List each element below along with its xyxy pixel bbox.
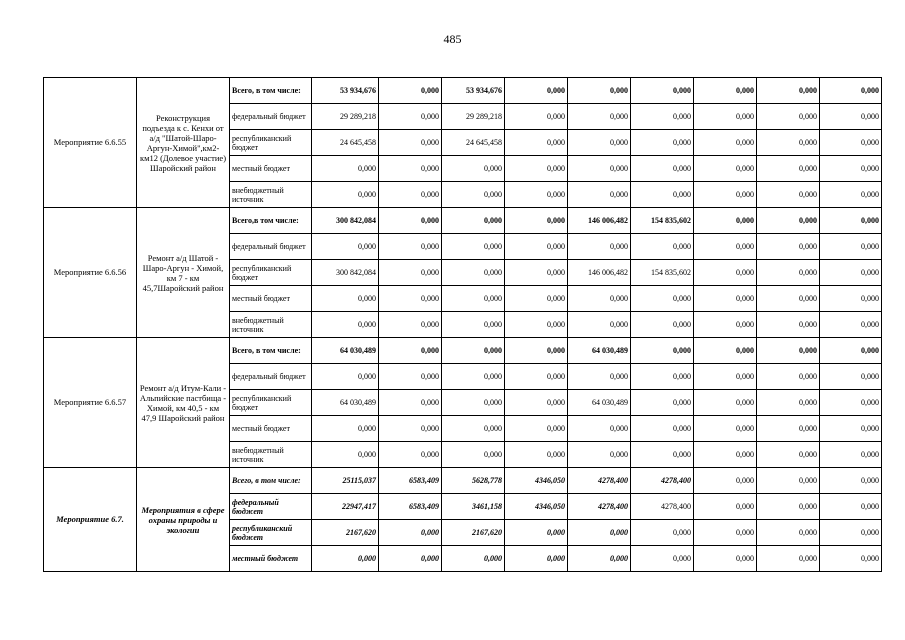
value-cell: 0,000	[820, 182, 882, 208]
funding-source-cell: местный бюджет	[230, 156, 312, 182]
value-cell: 0,000	[820, 546, 882, 572]
value-cell: 0,000	[379, 286, 442, 312]
value-cell: 0,000	[757, 338, 820, 364]
funding-source-cell: республиканский бюджет	[230, 520, 312, 546]
value-cell: 0,000	[631, 442, 694, 468]
measure-cell: Мероприятие 6.7.	[44, 468, 137, 572]
value-cell: 0,000	[442, 260, 505, 286]
funding-source-cell: федеральный бюджет	[230, 104, 312, 130]
measure-cell: Мероприятие 6.6.57	[44, 338, 137, 468]
value-cell: 300 842,084	[312, 208, 379, 234]
value-cell: 0,000	[757, 494, 820, 520]
value-cell: 0,000	[568, 104, 631, 130]
value-cell: 0,000	[694, 390, 757, 416]
value-cell: 0,000	[694, 104, 757, 130]
value-cell: 0,000	[757, 520, 820, 546]
value-cell: 0,000	[379, 260, 442, 286]
value-cell: 0,000	[820, 416, 882, 442]
value-cell: 6583,409	[379, 494, 442, 520]
value-cell: 0,000	[631, 416, 694, 442]
value-cell: 0,000	[505, 208, 568, 234]
value-cell: 0,000	[757, 130, 820, 156]
value-cell: 0,000	[379, 364, 442, 390]
value-cell: 0,000	[442, 364, 505, 390]
value-cell: 24 645,458	[312, 130, 379, 156]
value-cell: 0,000	[379, 390, 442, 416]
value-cell: 0,000	[820, 78, 882, 104]
value-cell: 24 645,458	[442, 130, 505, 156]
value-cell: 0,000	[505, 416, 568, 442]
value-cell: 0,000	[694, 364, 757, 390]
value-cell: 0,000	[312, 364, 379, 390]
value-cell: 0,000	[694, 442, 757, 468]
value-cell: 64 030,489	[568, 390, 631, 416]
funding-source-cell: Всего, в том числе:	[230, 78, 312, 104]
value-cell: 0,000	[505, 78, 568, 104]
value-cell: 0,000	[820, 468, 882, 494]
value-cell: 0,000	[312, 312, 379, 338]
value-cell: 0,000	[505, 130, 568, 156]
value-cell: 0,000	[694, 546, 757, 572]
value-cell: 0,000	[631, 234, 694, 260]
description-cell: Мероприятия в сфере охраны природы и экологии	[137, 468, 230, 572]
value-cell: 0,000	[631, 364, 694, 390]
value-cell: 4278,400	[631, 468, 694, 494]
table-row	[44, 468, 882, 494]
value-cell: 0,000	[631, 130, 694, 156]
value-cell: 0,000	[312, 442, 379, 468]
value-cell: 0,000	[694, 208, 757, 234]
value-cell: 0,000	[757, 182, 820, 208]
value-cell: 64 030,489	[312, 390, 379, 416]
value-cell: 0,000	[820, 338, 882, 364]
value-cell: 0,000	[820, 208, 882, 234]
value-cell: 0,000	[442, 208, 505, 234]
value-cell: 0,000	[631, 182, 694, 208]
value-cell: 0,000	[757, 416, 820, 442]
value-cell: 0,000	[757, 208, 820, 234]
funding-source-cell: местный бюджет	[230, 416, 312, 442]
value-cell: 0,000	[312, 182, 379, 208]
value-cell: 0,000	[505, 390, 568, 416]
value-cell: 0,000	[379, 520, 442, 546]
value-cell: 0,000	[631, 286, 694, 312]
value-cell: 0,000	[631, 390, 694, 416]
value-cell: 0,000	[312, 416, 379, 442]
value-cell: 0,000	[820, 260, 882, 286]
value-cell: 0,000	[694, 312, 757, 338]
value-cell: 53 934,676	[442, 78, 505, 104]
value-cell: 146 006,482	[568, 260, 631, 286]
page-number: 485	[443, 32, 462, 46]
value-cell: 0,000	[694, 130, 757, 156]
value-cell: 0,000	[505, 312, 568, 338]
value-cell: 0,000	[757, 104, 820, 130]
description-cell: Ремонт а/д Итум-Кали - Альпийские пастбища - Химой, км 40,5 - км 47,9 Шаройский район	[137, 338, 230, 468]
value-cell: 0,000	[757, 260, 820, 286]
value-cell: 0,000	[312, 546, 379, 572]
funding-source-cell: республиканский бюджет	[230, 130, 312, 156]
value-cell: 0,000	[379, 78, 442, 104]
value-cell: 0,000	[442, 390, 505, 416]
value-cell: 4278,400	[631, 494, 694, 520]
value-cell: 0,000	[505, 520, 568, 546]
value-cell: 0,000	[312, 234, 379, 260]
value-cell: 0,000	[820, 494, 882, 520]
value-cell: 0,000	[694, 468, 757, 494]
value-cell: 0,000	[757, 312, 820, 338]
value-cell: 0,000	[820, 156, 882, 182]
value-cell: 0,000	[631, 546, 694, 572]
value-cell: 0,000	[694, 182, 757, 208]
funding-source-cell: республиканский бюджет	[230, 260, 312, 286]
value-cell: 0,000	[568, 520, 631, 546]
value-cell: 0,000	[820, 130, 882, 156]
value-cell: 0,000	[568, 546, 631, 572]
value-cell: 0,000	[379, 208, 442, 234]
funding-source-cell: местный бюджет	[230, 286, 312, 312]
value-cell: 22947,417	[312, 494, 379, 520]
value-cell: 0,000	[442, 156, 505, 182]
funding-source-cell: федеральный бюджет	[230, 494, 312, 520]
value-cell: 0,000	[631, 520, 694, 546]
funding-source-cell: федеральный бюджет	[230, 234, 312, 260]
value-cell: 154 835,602	[631, 208, 694, 234]
value-cell: 0,000	[820, 312, 882, 338]
value-cell: 0,000	[442, 312, 505, 338]
table-row	[44, 78, 882, 104]
value-cell: 0,000	[694, 234, 757, 260]
value-cell: 300 842,084	[312, 260, 379, 286]
funding-source-cell: Всего,в том числе:	[230, 208, 312, 234]
value-cell: 0,000	[505, 338, 568, 364]
value-cell: 0,000	[379, 416, 442, 442]
value-cell: 0,000	[379, 442, 442, 468]
value-cell: 0,000	[379, 546, 442, 572]
value-cell: 0,000	[505, 546, 568, 572]
value-cell: 0,000	[312, 286, 379, 312]
value-cell: 0,000	[694, 156, 757, 182]
value-cell: 0,000	[694, 78, 757, 104]
value-cell: 0,000	[820, 234, 882, 260]
value-cell: 0,000	[379, 182, 442, 208]
value-cell: 0,000	[379, 338, 442, 364]
value-cell: 0,000	[757, 156, 820, 182]
value-cell: 2167,620	[312, 520, 379, 546]
funding-source-cell: Всего, в том числе:	[230, 338, 312, 364]
value-cell: 0,000	[505, 364, 568, 390]
value-cell: 0,000	[568, 130, 631, 156]
value-cell: 0,000	[379, 104, 442, 130]
value-cell: 0,000	[379, 312, 442, 338]
value-cell: 0,000	[505, 442, 568, 468]
value-cell: 0,000	[694, 520, 757, 546]
value-cell: 0,000	[694, 338, 757, 364]
value-cell: 6583,409	[379, 468, 442, 494]
funding-source-cell: Всего, в том числе:	[230, 468, 312, 494]
description-cell: Ремонт а/д Шатой - Шаро-Аргун - Химой, км 7 - км 45,7Шаройский район	[137, 208, 230, 338]
funding-source-cell: республиканский бюджет	[230, 390, 312, 416]
value-cell: 0,000	[505, 234, 568, 260]
funding-source-cell: федеральный бюджет	[230, 364, 312, 390]
value-cell: 4346,050	[505, 494, 568, 520]
value-cell: 146 006,482	[568, 208, 631, 234]
value-cell: 64 030,489	[312, 338, 379, 364]
value-cell: 0,000	[568, 442, 631, 468]
value-cell: 0,000	[694, 286, 757, 312]
value-cell: 4278,400	[568, 494, 631, 520]
value-cell: 29 289,218	[442, 104, 505, 130]
value-cell: 0,000	[568, 78, 631, 104]
value-cell: 3461,158	[442, 494, 505, 520]
value-cell: 0,000	[568, 312, 631, 338]
table-row	[44, 208, 882, 234]
value-cell: 0,000	[757, 286, 820, 312]
measure-cell: Мероприятие 6.6.55	[44, 78, 137, 208]
value-cell: 29 289,218	[312, 104, 379, 130]
value-cell: 0,000	[312, 156, 379, 182]
value-cell: 0,000	[757, 78, 820, 104]
value-cell: 0,000	[631, 78, 694, 104]
value-cell: 0,000	[379, 130, 442, 156]
value-cell: 0,000	[568, 416, 631, 442]
value-cell: 0,000	[631, 312, 694, 338]
value-cell: 0,000	[505, 156, 568, 182]
value-cell: 0,000	[505, 104, 568, 130]
value-cell: 0,000	[442, 286, 505, 312]
value-cell: 0,000	[442, 546, 505, 572]
value-cell: 0,000	[442, 234, 505, 260]
measure-cell: Мероприятие 6.6.56	[44, 208, 137, 338]
value-cell: 0,000	[694, 416, 757, 442]
description-cell: Реконструкция подъезда к с. Кенхи от а/д "Шатой-Шаро-Аргун-Химой",км2-км12 (Долевое участие) Шаройский район	[137, 78, 230, 208]
funding-source-cell: внебюджетный источник	[230, 442, 312, 468]
value-cell: 53 934,676	[312, 78, 379, 104]
value-cell: 0,000	[505, 260, 568, 286]
value-cell: 0,000	[694, 494, 757, 520]
value-cell: 4346,050	[505, 468, 568, 494]
funding-source-cell: внебюджетный источник	[230, 312, 312, 338]
value-cell: 0,000	[379, 156, 442, 182]
value-cell: 4278,400	[568, 468, 631, 494]
value-cell: 0,000	[820, 364, 882, 390]
value-cell: 0,000	[568, 234, 631, 260]
value-cell: 0,000	[757, 234, 820, 260]
value-cell: 0,000	[379, 234, 442, 260]
value-cell: 0,000	[631, 156, 694, 182]
value-cell: 0,000	[757, 468, 820, 494]
value-cell: 0,000	[820, 520, 882, 546]
value-cell: 0,000	[442, 182, 505, 208]
value-cell: 154 835,602	[631, 260, 694, 286]
value-cell: 0,000	[631, 104, 694, 130]
funding-source-cell: местный бюджет	[230, 546, 312, 572]
value-cell: 0,000	[442, 416, 505, 442]
value-cell: 0,000	[820, 286, 882, 312]
value-cell: 0,000	[442, 442, 505, 468]
value-cell: 0,000	[757, 364, 820, 390]
value-cell: 0,000	[757, 442, 820, 468]
value-cell: 0,000	[820, 442, 882, 468]
value-cell: 0,000	[757, 390, 820, 416]
value-cell: 0,000	[694, 260, 757, 286]
value-cell: 0,000	[631, 338, 694, 364]
budget-table	[43, 77, 882, 572]
value-cell: 0,000	[568, 156, 631, 182]
value-cell: 0,000	[757, 546, 820, 572]
table-row	[44, 338, 882, 364]
value-cell: 0,000	[505, 182, 568, 208]
value-cell: 64 030,489	[568, 338, 631, 364]
value-cell: 0,000	[568, 286, 631, 312]
value-cell: 25115,037	[312, 468, 379, 494]
value-cell: 0,000	[820, 390, 882, 416]
value-cell: 0,000	[568, 182, 631, 208]
value-cell: 0,000	[442, 338, 505, 364]
value-cell: 5628,778	[442, 468, 505, 494]
value-cell: 0,000	[505, 286, 568, 312]
value-cell: 0,000	[820, 104, 882, 130]
funding-source-cell: внебюджетный источник	[230, 182, 312, 208]
value-cell: 2167,620	[442, 520, 505, 546]
value-cell: 0,000	[568, 364, 631, 390]
